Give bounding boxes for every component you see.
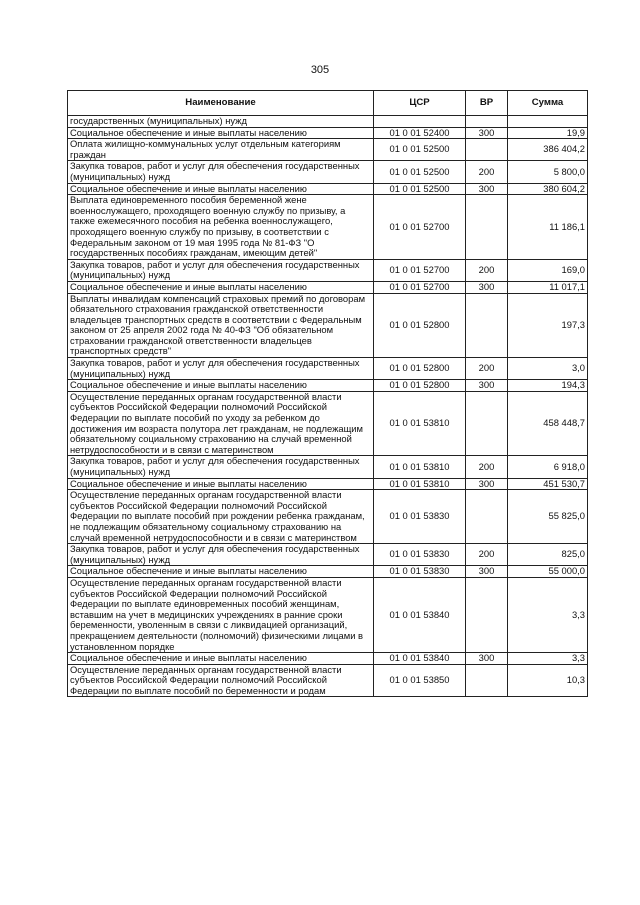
table-row <box>68 259 588 281</box>
row-name: Социальное обеспечение и иные выплаты населению <box>68 653 374 665</box>
row-name: Социальное обеспечение и иные выплаты населению <box>68 478 374 490</box>
row-vr <box>466 391 508 456</box>
row-csr: 01 0 01 52800 <box>374 380 466 392</box>
table-row <box>68 139 588 161</box>
table-row <box>68 653 588 665</box>
row-csr: 01 0 01 52400 <box>374 127 466 139</box>
table-row <box>68 116 588 128</box>
row-sum: 825,0 <box>508 544 588 566</box>
row-csr: 01 0 01 52700 <box>374 281 466 293</box>
row-name: Социальное обеспечение и иные выплаты населению <box>68 183 374 195</box>
row-csr: 01 0 01 53810 <box>374 391 466 456</box>
row-name: Осуществление переданных органам государственной власти субъектов Российской Федерации полномочий Российской Федерации по выплате пособий при рождении ребенка гражданам, не подлежащим обязательному социальному страхованию на случай временной нетрудоспособности и в связи с материнством <box>68 490 374 544</box>
table-row <box>68 281 588 293</box>
row-sum: 19,9 <box>508 127 588 139</box>
row-sum: 3,3 <box>508 653 588 665</box>
table-row <box>68 490 588 544</box>
row-csr: 01 0 01 53830 <box>374 490 466 544</box>
row-sum: 5 800,0 <box>508 161 588 183</box>
row-sum: 3,3 <box>508 577 588 652</box>
table-row <box>68 358 588 380</box>
row-csr: 01 0 01 52800 <box>374 293 466 358</box>
row-sum: 55 000,0 <box>508 566 588 578</box>
row-vr <box>466 664 508 697</box>
row-vr <box>466 490 508 544</box>
row-sum: 55 825,0 <box>508 490 588 544</box>
column-header-csr: ЦСР <box>374 91 466 116</box>
row-vr: 200 <box>466 161 508 183</box>
row-csr: 01 0 01 52800 <box>374 358 466 380</box>
row-csr: 01 0 01 53840 <box>374 653 466 665</box>
table-row <box>68 195 588 260</box>
row-csr: 01 0 01 53830 <box>374 544 466 566</box>
row-vr <box>466 139 508 161</box>
row-name: Социальное обеспечение и иные выплаты населению <box>68 566 374 578</box>
row-vr: 300 <box>466 380 508 392</box>
row-vr: 300 <box>466 183 508 195</box>
row-csr: 01 0 01 52500 <box>374 161 466 183</box>
row-csr: 01 0 01 53840 <box>374 577 466 652</box>
row-sum: 6 918,0 <box>508 456 588 478</box>
row-name: Выплата единовременного пособия беременной жене военнослужащего, проходящего военную службу по призыву, а также ежемесячного пособия на ребенка военнослужащего, проходящего военную службу по призыву, в соответствии с Федеральным законом от 19 мая 1995 года № 81-ФЗ "О государственных пособиях гражданам, имеющим детей" <box>68 195 374 260</box>
table-row <box>68 566 588 578</box>
row-name: Осуществление переданных органам государственной власти субъектов Российской Федерации полномочий Российской Федерации по выплате пособий по уходу за ребенком до достижения им возраста полутора лет гражданам, не подлежащим обязательному социальному страхованию на случай временной нетрудоспособности и в связи с материнством <box>68 391 374 456</box>
budget-table <box>67 90 588 697</box>
row-sum: 10,3 <box>508 664 588 697</box>
row-sum: 194,3 <box>508 380 588 392</box>
table-row <box>68 380 588 392</box>
table-row <box>68 127 588 139</box>
table-row <box>68 544 588 566</box>
table-row <box>68 456 588 478</box>
row-vr: 300 <box>466 127 508 139</box>
row-csr: 01 0 01 52500 <box>374 183 466 195</box>
row-vr: 300 <box>466 478 508 490</box>
row-csr: 01 0 01 52700 <box>374 259 466 281</box>
row-name: государственных (муниципальных) нужд <box>68 116 374 128</box>
row-name: Социальное обеспечение и иные выплаты населению <box>68 127 374 139</box>
row-sum: 386 404,2 <box>508 139 588 161</box>
row-sum: 11 017,1 <box>508 281 588 293</box>
row-sum: 169,0 <box>508 259 588 281</box>
row-name: Социальное обеспечение и иные выплаты населению <box>68 380 374 392</box>
row-vr: 300 <box>466 281 508 293</box>
row-name: Закупка товаров, работ и услуг для обеспечения государственных (муниципальных) нужд <box>68 544 374 566</box>
table-row <box>68 293 588 358</box>
row-name: Закупка товаров, работ и услуг для обеспечения государственных (муниципальных) нужд <box>68 456 374 478</box>
row-csr: 01 0 01 53810 <box>374 478 466 490</box>
row-vr: 200 <box>466 259 508 281</box>
row-name: Социальное обеспечение и иные выплаты населению <box>68 281 374 293</box>
row-name: Осуществление переданных органам государственной власти субъектов Российской Федерации полномочий Российской Федерации по выплате единовременных пособий женщинам, вставшим на учет в медицинских учреждениях в ранние сроки беременности, уволенным в связи с ликвидацией организаций, прекращением деятельности (полномочий) физическими лицами в установленном порядке <box>68 577 374 652</box>
column-header-sum: Сумма <box>508 91 588 116</box>
row-name: Оплата жилищно-коммунальных услуг отдельным категориям граждан <box>68 139 374 161</box>
row-sum: 3,0 <box>508 358 588 380</box>
table-header-row <box>68 91 588 116</box>
table-row <box>68 183 588 195</box>
row-name: Закупка товаров, работ и услуг для обеспечения государственных (муниципальных) нужд <box>68 161 374 183</box>
row-sum: 458 448,7 <box>508 391 588 456</box>
row-vr: 300 <box>466 653 508 665</box>
row-name: Выплаты инвалидам компенсаций страховых премий по договорам обязательного страхования гражданской ответственности владельцев транспортных средств в соответствии с Федеральным законом от 25 апреля 2002 года № 40-ФЗ "Об обязательном страховании гражданской ответственности владельцев транспортных средств" <box>68 293 374 358</box>
row-sum: 380 604,2 <box>508 183 588 195</box>
table-row <box>68 664 588 697</box>
row-csr: 01 0 01 52700 <box>374 195 466 260</box>
table-row <box>68 161 588 183</box>
row-name: Закупка товаров, работ и услуг для обеспечения государственных (муниципальных) нужд <box>68 358 374 380</box>
row-vr <box>466 116 508 128</box>
row-name: Осуществление переданных органам государственной власти субъектов Российской Федерации полномочий Российской Федерации по выплате пособий по беременности и родам <box>68 664 374 697</box>
row-vr: 200 <box>466 544 508 566</box>
table-row <box>68 391 588 456</box>
column-header-vr: ВР <box>466 91 508 116</box>
row-csr: 01 0 01 53830 <box>374 566 466 578</box>
row-vr: 200 <box>466 358 508 380</box>
row-csr <box>374 116 466 128</box>
row-name: Закупка товаров, работ и услуг для обеспечения государственных (муниципальных) нужд <box>68 259 374 281</box>
row-vr <box>466 293 508 358</box>
row-vr <box>466 195 508 260</box>
row-sum: 11 186,1 <box>508 195 588 260</box>
table-row <box>68 577 588 652</box>
row-sum: 451 530,7 <box>508 478 588 490</box>
row-vr: 200 <box>466 456 508 478</box>
page-number: 305 <box>310 64 330 76</box>
row-csr: 01 0 01 52500 <box>374 139 466 161</box>
column-header-name: Наименование <box>68 91 374 116</box>
row-vr: 300 <box>466 566 508 578</box>
row-sum <box>508 116 588 128</box>
table-row <box>68 478 588 490</box>
row-csr: 01 0 01 53810 <box>374 456 466 478</box>
row-csr: 01 0 01 53850 <box>374 664 466 697</box>
row-vr <box>466 577 508 652</box>
row-sum: 197,3 <box>508 293 588 358</box>
